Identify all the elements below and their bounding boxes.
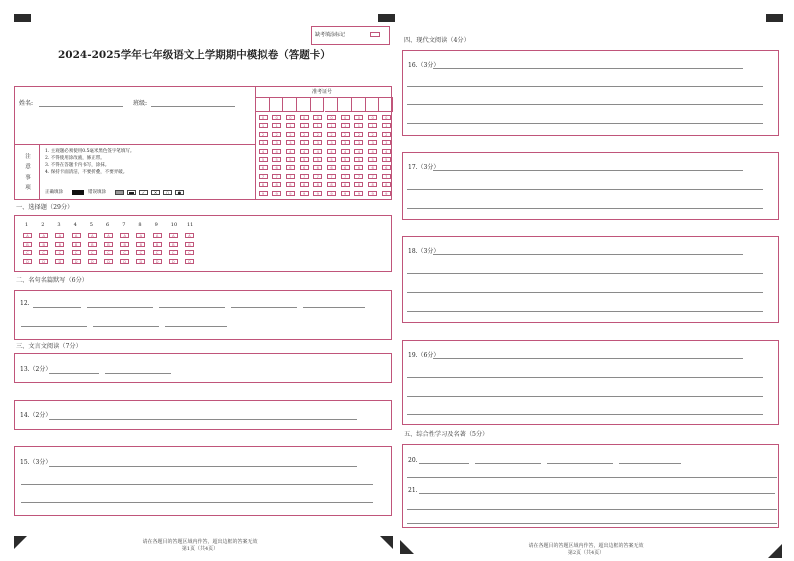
exam-digit-bubble[interactable]: 7: [368, 174, 377, 179]
exam-digit-bubble[interactable]: 9: [327, 191, 336, 196]
q17-blank[interactable]: [433, 170, 743, 171]
exam-number-write-cell[interactable]: [256, 97, 270, 112]
exam-digit-bubble[interactable]: 2: [341, 132, 350, 137]
q12-answer-box: [14, 290, 392, 340]
choice-question-number: 3: [57, 222, 61, 228]
choice-option-bubble[interactable]: C: [136, 250, 145, 255]
choice-option-bubble[interactable]: D: [104, 259, 113, 264]
exam-digit-bubble[interactable]: 6: [341, 165, 350, 170]
exam-digit-bubble[interactable]: 9: [286, 191, 295, 196]
wrong-fill-label: 错误填涂: [88, 190, 106, 195]
q19-label: 19.（6分）: [408, 352, 440, 359]
exam-digit-bubble[interactable]: 4: [300, 149, 309, 154]
choice-option-bubble[interactable]: A: [120, 233, 129, 238]
exam-digit-bubble[interactable]: 6: [327, 165, 336, 170]
choice-option-bubble[interactable]: D: [136, 259, 145, 264]
section-modern-title: 四、现代文阅读（4分）: [404, 37, 470, 44]
exam-digit-bubble[interactable]: 4: [368, 149, 377, 154]
exam-digit-bubble[interactable]: 8: [354, 182, 363, 187]
exam-number-write-cell[interactable]: [283, 97, 297, 112]
choice-option-bubble[interactable]: A: [153, 233, 162, 238]
exam-digit-bubble[interactable]: 8: [313, 182, 322, 187]
exam-digit-bubble[interactable]: 0: [354, 115, 363, 120]
choice-question-number: 1: [25, 222, 29, 228]
exam-digit-bubble[interactable]: 1: [313, 123, 322, 128]
exam-digit-bubble[interactable]: 2: [382, 132, 391, 137]
q19-line[interactable]: [407, 414, 763, 415]
exam-digit-bubble[interactable]: 1: [341, 123, 350, 128]
exam-digit-bubble[interactable]: 6: [300, 165, 309, 170]
q20-21-answer-box: [402, 444, 779, 528]
choice-option-bubble[interactable]: C: [153, 250, 162, 255]
exam-digit-bubble[interactable]: 7: [327, 174, 336, 179]
page-title: 2024-2025学年七年级语文上学期期中模拟卷（答题卡）: [58, 49, 331, 61]
exam-digit-bubble[interactable]: 8: [382, 182, 391, 187]
choice-answer-box: [14, 215, 392, 272]
exam-digit-bubble[interactable]: 4: [382, 149, 391, 154]
choice-option-bubble[interactable]: B: [153, 242, 162, 247]
choice-option-bubble[interactable]: B: [39, 242, 48, 247]
choice-question-number: 9: [154, 222, 158, 228]
exam-digit-bubble[interactable]: 8: [327, 182, 336, 187]
choice-option-bubble[interactable]: B: [23, 242, 32, 247]
q18-label: 18.（3分）: [408, 248, 440, 255]
exam-digit-bubble[interactable]: 8: [259, 182, 268, 187]
q18-blank[interactable]: [433, 254, 743, 255]
choice-option-bubble[interactable]: D: [72, 259, 81, 264]
exam-digit-bubble[interactable]: 5: [327, 157, 336, 162]
choice-option-bubble[interactable]: A: [39, 233, 48, 238]
exam-digit-bubble[interactable]: 9: [382, 191, 391, 196]
exam-digit-bubble[interactable]: 9: [313, 191, 322, 196]
absent-mark-box: [311, 26, 390, 45]
exam-digit-bubble[interactable]: 2: [300, 132, 309, 137]
q16-blank[interactable]: [433, 68, 743, 69]
exam-digit-bubble[interactable]: 1: [382, 123, 391, 128]
choice-question-number: 6: [106, 222, 110, 228]
q15-line[interactable]: [21, 484, 373, 485]
section-recitation-title: 二、名句名篇默写（6分）: [16, 277, 88, 284]
exam-number-write-cell[interactable]: [311, 97, 325, 112]
exam-digit-bubble[interactable]: 2: [286, 132, 295, 137]
exam-digit-bubble[interactable]: 0: [300, 115, 309, 120]
q15-label: 15.（3分）: [20, 459, 52, 466]
exam-digit-bubble[interactable]: 0: [259, 115, 268, 120]
q12-blank[interactable]: [87, 307, 153, 308]
choice-option-bubble[interactable]: B: [169, 242, 178, 247]
q12-blank[interactable]: [93, 326, 159, 327]
exam-digit-bubble[interactable]: 7: [272, 174, 281, 179]
q14-blank[interactable]: [49, 419, 357, 420]
exam-digit-bubble[interactable]: 2: [313, 132, 322, 137]
corner-triangle-bottom-left: [14, 536, 27, 549]
exam-digit-bubble[interactable]: 0: [286, 115, 295, 120]
exam-digit-bubble[interactable]: 7: [382, 174, 391, 179]
q20-line[interactable]: [407, 477, 777, 478]
q13-answer-box: [14, 353, 392, 383]
q20-blank[interactable]: [619, 463, 681, 464]
name-label: 姓名:: [19, 100, 34, 107]
name-field[interactable]: [39, 106, 123, 107]
exam-digit-bubble[interactable]: 8: [272, 182, 281, 187]
exam-digit-bubble[interactable]: 4: [272, 149, 281, 154]
exam-digit-bubble[interactable]: 9: [354, 191, 363, 196]
exam-digit-bubble[interactable]: 2: [259, 132, 268, 137]
corner-triangle-bottom-left-2: [400, 540, 414, 554]
exam-digit-bubble[interactable]: 8: [341, 182, 350, 187]
exam-digit-bubble[interactable]: 7: [286, 174, 295, 179]
exam-digit-bubble[interactable]: 5: [382, 157, 391, 162]
exam-digit-bubble[interactable]: 0: [313, 115, 322, 120]
choice-question-number: 5: [89, 222, 93, 228]
class-label: 班级:: [133, 100, 148, 107]
exam-digit-bubble[interactable]: 4: [327, 149, 336, 154]
page-footer-2: 请在各题目的答题区域内作答，超出边框的答案无效 第2页（共4页）: [528, 543, 644, 556]
page-footer-1: 请在各题目的答题区域内作答，超出边框的答案无效 第1页（共4页）: [142, 539, 258, 552]
q19-line[interactable]: [407, 377, 763, 378]
correct-fill-label: 正确填涂: [45, 190, 63, 195]
section-comprehensive-title: 五、综合性学习及名著（5分）: [404, 431, 489, 438]
exam-digit-bubble[interactable]: 1: [259, 123, 268, 128]
exam-digit-bubble[interactable]: 5: [341, 157, 350, 162]
exam-number-write-cell[interactable]: [366, 97, 380, 112]
q16-answer-box: [402, 50, 779, 136]
absent-fill-bubble[interactable]: [370, 32, 380, 37]
exam-digit-bubble[interactable]: 2: [327, 132, 336, 137]
choice-option-bubble[interactable]: C: [72, 250, 81, 255]
choice-option-bubble[interactable]: B: [88, 242, 97, 247]
exam-digit-bubble[interactable]: 5: [354, 157, 363, 162]
q12-blank[interactable]: [33, 307, 81, 308]
exam-digit-bubble[interactable]: 6: [272, 165, 281, 170]
wrong-sample-cross: ✕: [151, 190, 160, 195]
choice-option-bubble[interactable]: C: [88, 250, 97, 255]
exam-digit-bubble[interactable]: 1: [368, 123, 377, 128]
positioning-mark-top-right: [378, 14, 395, 22]
choice-option-bubble[interactable]: D: [185, 259, 194, 264]
choice-option-bubble[interactable]: C: [23, 250, 32, 255]
exam-digit-bubble[interactable]: 5: [300, 157, 309, 162]
q18-line[interactable]: [407, 311, 763, 312]
choice-option-bubble[interactable]: C: [185, 250, 194, 255]
exam-digit-bubble[interactable]: 9: [341, 191, 350, 196]
choice-option-bubble[interactable]: D: [55, 259, 64, 264]
wrong-sample-gray: [115, 190, 124, 195]
choice-option-bubble[interactable]: B: [55, 242, 64, 247]
exam-digit-bubble[interactable]: 9: [368, 191, 377, 196]
choice-option-bubble[interactable]: B: [185, 242, 194, 247]
exam-digit-bubble[interactable]: 4: [313, 149, 322, 154]
choice-option-bubble[interactable]: C: [55, 250, 64, 255]
exam-digit-bubble[interactable]: 5: [368, 157, 377, 162]
exam-number-write-cell[interactable]: [297, 97, 311, 112]
choice-option-bubble[interactable]: C: [120, 250, 129, 255]
choice-option-bubble[interactable]: A: [23, 233, 32, 238]
choice-option-bubble[interactable]: A: [72, 233, 81, 238]
wrong-sample-check: ✓: [139, 190, 148, 195]
q20-label: 20.: [408, 457, 418, 464]
exam-digit-bubble[interactable]: 7: [354, 174, 363, 179]
exam-digit-bubble[interactable]: 6: [286, 165, 295, 170]
exam-digit-bubble[interactable]: 9: [259, 191, 268, 196]
exam-digit-bubble[interactable]: 8: [300, 182, 309, 187]
q12-blank[interactable]: [231, 307, 297, 308]
choice-option-bubble[interactable]: C: [104, 250, 113, 255]
section-classical-title: 三、文言文阅读（7分）: [16, 343, 82, 350]
q21-line[interactable]: [407, 523, 777, 524]
exam-digit-bubble[interactable]: 9: [272, 191, 281, 196]
exam-digit-bubble[interactable]: 6: [354, 165, 363, 170]
exam-digit-bubble[interactable]: 4: [286, 149, 295, 154]
choice-option-bubble[interactable]: D: [169, 259, 178, 264]
choice-option-bubble[interactable]: A: [185, 233, 194, 238]
choice-option-bubble[interactable]: A: [136, 233, 145, 238]
exam-digit-bubble[interactable]: 2: [354, 132, 363, 137]
exam-digit-bubble[interactable]: 7: [259, 174, 268, 179]
q13-blank[interactable]: [105, 373, 171, 374]
choice-question-number: 10: [170, 222, 178, 228]
wrong-sample-dot: ●: [175, 190, 184, 195]
q13-label: 13.（2分）: [20, 366, 52, 373]
exam-digit-bubble[interactable]: 3: [313, 140, 322, 145]
q14-answer-box: [14, 400, 392, 430]
exam-digit-bubble[interactable]: 2: [368, 132, 377, 137]
choice-option-bubble[interactable]: C: [39, 250, 48, 255]
exam-digit-bubble[interactable]: 4: [354, 149, 363, 154]
choice-question-number: 8: [138, 222, 142, 228]
exam-digit-bubble[interactable]: 1: [300, 123, 309, 128]
exam-number-write-cell[interactable]: [325, 97, 339, 112]
q21-blank[interactable]: [419, 493, 775, 494]
exam-digit-bubble[interactable]: 3: [354, 140, 363, 145]
wrong-sample-bar: [127, 190, 136, 195]
exam-digit-bubble[interactable]: 4: [341, 149, 350, 154]
wrong-sample-circle: ○: [163, 190, 172, 195]
exam-digit-bubble[interactable]: 4: [259, 149, 268, 154]
positioning-mark-top-right-2: [766, 14, 783, 22]
exam-digit-bubble[interactable]: 7: [300, 174, 309, 179]
choice-option-bubble[interactable]: D: [120, 259, 129, 264]
exam-number-write-cell[interactable]: [352, 97, 366, 112]
choice-question-number: 7: [122, 222, 126, 228]
notice-item: 2. 不得使用涂改液，修正带。: [45, 156, 105, 161]
q15-blank[interactable]: [49, 466, 357, 467]
choice-option-bubble[interactable]: B: [72, 242, 81, 247]
q12-label: 12.: [20, 300, 30, 307]
q12-blank[interactable]: [303, 307, 365, 308]
q20-blank[interactable]: [547, 463, 613, 464]
choice-option-bubble[interactable]: D: [23, 259, 32, 264]
exam-digit-bubble[interactable]: 3: [259, 140, 268, 145]
exam-digit-bubble[interactable]: 6: [259, 165, 268, 170]
exam-digit-bubble[interactable]: 3: [341, 140, 350, 145]
choice-option-bubble[interactable]: B: [120, 242, 129, 247]
exam-digit-bubble[interactable]: 0: [382, 115, 391, 120]
positioning-mark-top-left: [14, 14, 31, 22]
choice-option-bubble[interactable]: D: [88, 259, 97, 264]
exam-number-label: 准考证号: [312, 89, 333, 95]
choice-question-number: 2: [41, 222, 45, 228]
exam-number-write-cell[interactable]: [270, 97, 284, 112]
q19-answer-box: [402, 340, 779, 425]
q14-label: 14.（2分）: [20, 412, 52, 419]
q17-answer-box: [402, 152, 779, 220]
choice-option-bubble[interactable]: D: [39, 259, 48, 264]
exam-digit-bubble[interactable]: 0: [341, 115, 350, 120]
exam-digit-bubble[interactable]: 5: [313, 157, 322, 162]
notice-item: 1. 主观题必须使用0.5毫米黑色签字笔填写。: [45, 149, 135, 154]
choice-question-number: 11: [187, 222, 194, 228]
exam-digit-bubble[interactable]: 3: [382, 140, 391, 145]
exam-digit-bubble[interactable]: 3: [327, 140, 336, 145]
q19-blank[interactable]: [433, 358, 743, 359]
corner-triangle-bottom-right-2: [768, 544, 782, 558]
choice-option-bubble[interactable]: C: [169, 250, 178, 255]
q16-label: 16.（3分）: [408, 62, 440, 69]
choice-option-bubble[interactable]: A: [55, 233, 64, 238]
notice-item: 3. 不得在答题卡内书写，涂抹。: [45, 163, 110, 168]
exam-digit-bubble[interactable]: 1: [272, 123, 281, 128]
q21-line[interactable]: [407, 509, 777, 510]
q15-answer-box: [14, 446, 392, 516]
q12-blank[interactable]: [159, 307, 225, 308]
exam-digit-bubble[interactable]: 1: [354, 123, 363, 128]
q20-blank[interactable]: [419, 463, 469, 464]
exam-digit-bubble[interactable]: 0: [368, 115, 377, 120]
corner-triangle-bottom-right: [380, 536, 393, 549]
choice-question-number: 4: [73, 222, 77, 228]
q21-label: 21.: [408, 487, 418, 494]
exam-digit-bubble[interactable]: 2: [272, 132, 281, 137]
exam-digit-bubble[interactable]: 6: [313, 165, 322, 170]
exam-digit-bubble[interactable]: 0: [327, 115, 336, 120]
student-info-box: [14, 86, 392, 200]
q19-line[interactable]: [407, 396, 763, 397]
choice-option-bubble[interactable]: B: [136, 242, 145, 247]
q16-line[interactable]: [407, 104, 763, 105]
q17-line[interactable]: [407, 208, 763, 209]
q17-line[interactable]: [407, 189, 763, 190]
choice-option-bubble[interactable]: A: [104, 233, 113, 238]
q17-label: 17.（3分）: [408, 164, 440, 171]
exam-digit-bubble[interactable]: 6: [368, 165, 377, 170]
q12-blank[interactable]: [165, 326, 227, 327]
exam-number-write-cell[interactable]: [338, 97, 352, 112]
exam-digit-bubble[interactable]: 3: [368, 140, 377, 145]
choice-option-bubble[interactable]: B: [104, 242, 113, 247]
exam-digit-bubble[interactable]: 9: [300, 191, 309, 196]
choice-option-bubble[interactable]: A: [88, 233, 97, 238]
q18-line[interactable]: [407, 273, 763, 274]
exam-digit-bubble[interactable]: 8: [368, 182, 377, 187]
exam-digit-bubble[interactable]: 3: [272, 140, 281, 145]
exam-digit-bubble[interactable]: 7: [341, 174, 350, 179]
q18-answer-box: [402, 236, 779, 323]
q12-blank[interactable]: [21, 326, 87, 327]
exam-digit-bubble[interactable]: 3: [286, 140, 295, 145]
section-choice-title: 一、选择题（29分）: [16, 204, 74, 211]
q13-blank[interactable]: [49, 373, 99, 374]
exam-digit-bubble[interactable]: 6: [382, 165, 391, 170]
q20-blank[interactable]: [475, 463, 541, 464]
q18-line[interactable]: [407, 292, 763, 293]
exam-number-grid: [255, 87, 392, 200]
q15-line[interactable]: [21, 502, 373, 503]
choice-option-bubble[interactable]: A: [169, 233, 178, 238]
exam-digit-bubble[interactable]: 3: [300, 140, 309, 145]
exam-digit-bubble[interactable]: 7: [313, 174, 322, 179]
notice-item: 4. 保持卡面清洁，不要折叠，不要弄破。: [45, 170, 128, 175]
absent-mark-label: 缺考填涂标记: [315, 32, 346, 38]
class-field[interactable]: [151, 106, 235, 107]
exam-digit-bubble[interactable]: 1: [286, 123, 295, 128]
exam-number-write-cell[interactable]: [379, 97, 393, 112]
exam-digit-bubble[interactable]: 5: [272, 157, 281, 162]
notice-label: 注 意 事 项: [25, 154, 31, 192]
exam-digit-bubble[interactable]: 1: [327, 123, 336, 128]
exam-digit-bubble[interactable]: 5: [259, 157, 268, 162]
choice-option-bubble[interactable]: D: [153, 259, 162, 264]
q16-line[interactable]: [407, 86, 763, 87]
q16-line[interactable]: [407, 123, 763, 124]
exam-digit-bubble[interactable]: 8: [286, 182, 295, 187]
exam-digit-bubble[interactable]: 0: [272, 115, 281, 120]
exam-digit-bubble[interactable]: 5: [286, 157, 295, 162]
correct-fill-sample: [72, 190, 84, 195]
